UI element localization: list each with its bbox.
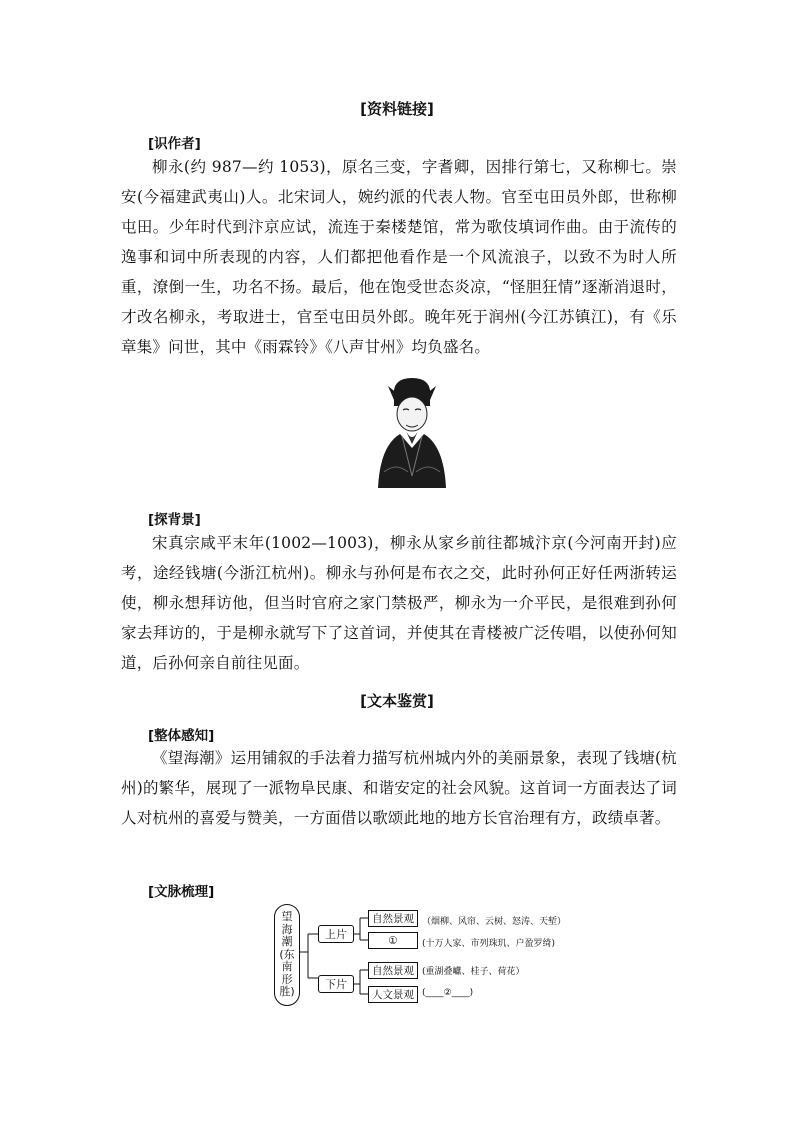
root-char: 潮 (281, 935, 293, 949)
upper-part-box: 上片 (318, 925, 354, 943)
section-title-resources: [资料链接] (360, 100, 434, 118)
structure-mind-map (270, 900, 570, 1010)
root-title-box (274, 904, 300, 1006)
tag-overall: [整体感知] (148, 728, 215, 744)
root-char: (东 (279, 947, 295, 961)
overall-paragraph: 《望海潮》运用铺叙的手法着力描写杭州城内外的美丽景象，表现了钱塘(杭州)的繁华，展现了一派物阜民康、和谐安定的社会风貌。这首词一方面表达了词人对杭州的喜爱与赞美，一方面借以歌颂此地的地方长官治理有方，政绩卓著。 (121, 749, 677, 827)
liu-yong-portrait (372, 376, 452, 488)
root-char: 望 (281, 910, 293, 924)
root-char: 胜) (279, 985, 295, 999)
root-char: 形 (281, 972, 293, 986)
tag-structure: [文脉梳理] (148, 884, 215, 900)
lower-natural-box: 自然景观 (368, 962, 418, 979)
upper-blank-note: (十万人家、市列珠玑、户盈罗绮) (422, 939, 556, 949)
tag-background: [探背景] (148, 512, 201, 528)
upper-blank-box: ① (368, 932, 418, 949)
tag-author: [识作者] (148, 136, 201, 152)
section-title-appreciation: [文本鉴赏] (360, 692, 434, 710)
background-paragraph: 宋真宗咸平末年(1002—1003)，柳永从家乡前往都城汴京(今河南开封)应考，途经钱塘(今浙江杭州)。柳永与孙何是布衣之交，此时孙何正好任两浙转运使，柳永想拜访他，但当时官府之家门禁极严，柳永为一介平民，是很难到孙何家去拜访的，于是柳永就写下了这首词，并使其在青楼被广泛传唱，以使孙何知道，后孙何亲自前往见面。 (121, 534, 677, 672)
root-char: 南 (281, 960, 293, 974)
author-paragraph: 柳永(约 987—约 1053)，原名三变，字耆卿，因排行第七，又称柳七。崇安(今福建武夷山)人。北宋词人，婉约派的代表人物。官至屯田员外郎，世称柳屯田。少年时代到汴京应试，流连于秦楼楚馆，常为歌伎填词作曲。由于流传的逸事和词中所表现的内容，人们都把他看作是一个风流浪子，以致不为时人所重，潦倒一生，功名不扬。最后，他在饱受世态炎凉，“怪胆狂情”逐渐消退时，才改名柳永，考取进士，官至屯田员外郎。晚年死于润州(今江苏镇江)，有《乐章集》问世，其中《雨霖铃》《八声甘州》均负盛名。 (121, 158, 677, 356)
upper-natural-note: （烟柳、风帘、云树、怒涛、天堑） (422, 917, 567, 927)
lower-part-box: 下片 (318, 975, 354, 993)
lower-human-box: 人文景观 (368, 986, 418, 1003)
lower-human-note: (____②____) (422, 988, 474, 998)
lower-natural-note: (重湖叠巘、桂子、荷花） (422, 967, 525, 977)
root-char: 海 (281, 922, 293, 936)
upper-natural-box: 自然景观 (368, 910, 418, 927)
